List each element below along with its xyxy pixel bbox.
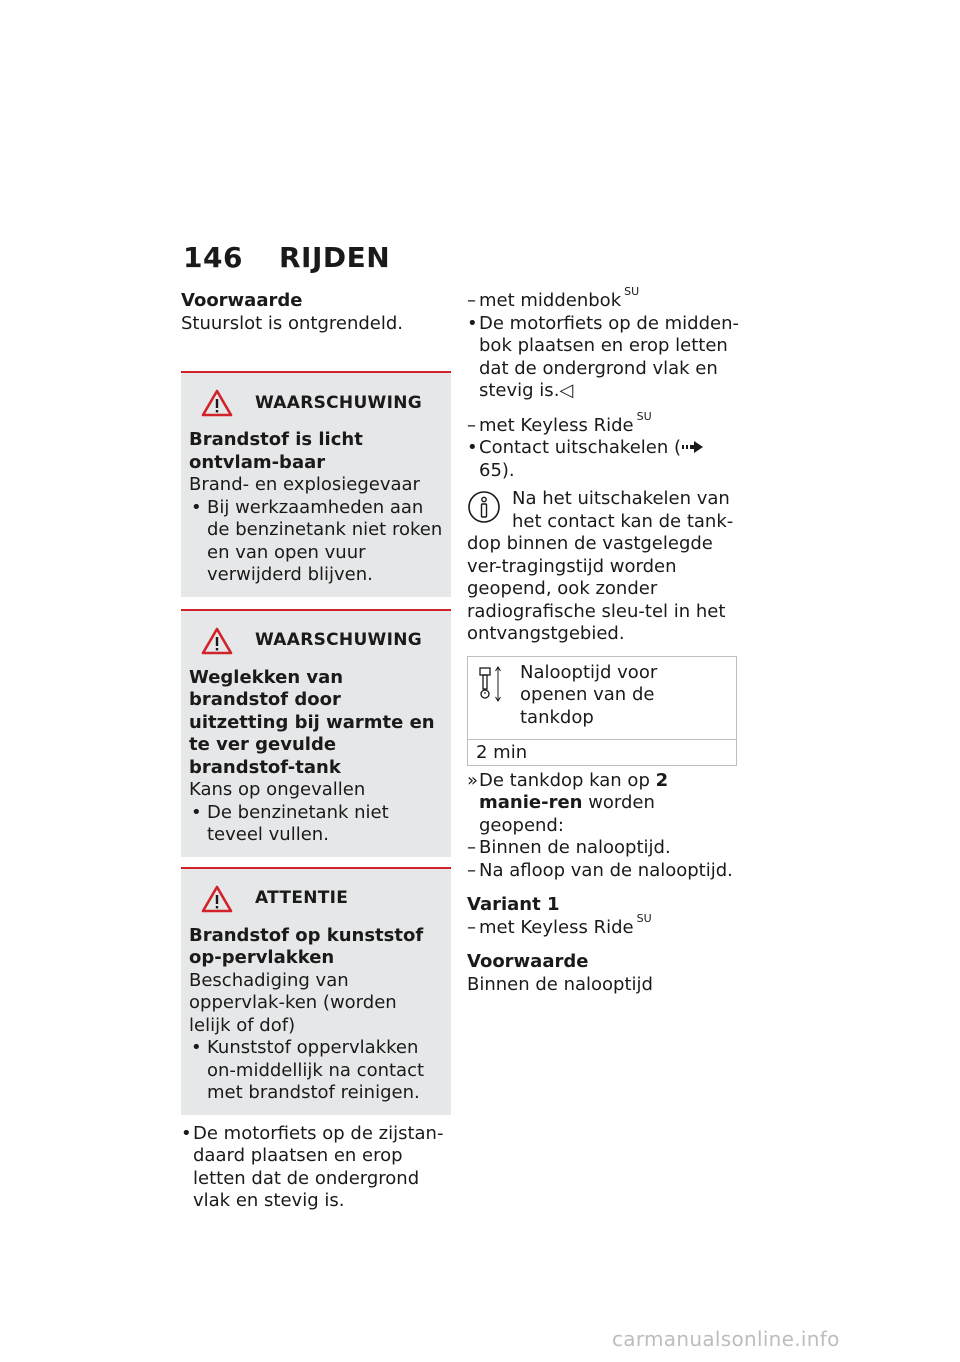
step-sidestand: • De motorfiets op de zijstan-daard plaatsen en erop letten dat de ondergrond vlak en stevig is. — [181, 1123, 451, 1213]
warning-label: WAARSCHUWING — [255, 392, 423, 413]
warning-consequence: Brand- en explosiegevaar — [189, 474, 420, 495]
way-1: – Binnen de nalooptijd. — [467, 837, 739, 860]
tech-data-table — [467, 656, 737, 766]
step-ignition-off: • Contact uitschakelen (65). — [467, 437, 739, 482]
condition-label: Voorwaarde — [181, 290, 303, 311]
watermark: carmanualsonline.info — [612, 1327, 840, 1351]
warning-header — [189, 383, 443, 423]
warning-measure: • De benzinetank niet teveel vullen. — [189, 802, 443, 847]
warning-triangle-icon — [201, 884, 233, 914]
centerstand-heading: – met middenbok $^{SU}$ — [467, 290, 739, 313]
table-icon-cell — [468, 656, 515, 740]
info-line-1: Na het uitschakelen van — [512, 488, 730, 509]
table-label: Nalooptijd voor openen van de tankdop — [514, 656, 737, 740]
equipment-marker: SU — [636, 911, 652, 925]
warning-box-flammable — [181, 371, 451, 597]
info-icon — [467, 490, 501, 524]
page-reference-arrow-icon — [681, 440, 705, 454]
result-ways: » De tankdop kan op 2 manie-ren worden geopend: — [467, 770, 739, 838]
caution-label: ATTENTIE — [255, 888, 349, 909]
left-column — [181, 290, 451, 1213]
warning-box-overfill — [181, 609, 451, 857]
page-reference-link[interactable]: 65). — [479, 459, 515, 481]
right-column — [467, 285, 739, 996]
info-rest: dop binnen de vastgelegde ver-tragingstijd worden geopend, ook zonder radiografische sleu-tel in het ontvangstgebied. — [467, 533, 726, 644]
equipment-marker: SU — [624, 285, 640, 298]
page-header — [183, 240, 390, 276]
condition-text: Stuurslot is ontgrendeld. — [181, 312, 404, 334]
fuel-cap-timer-icon — [476, 663, 506, 705]
equipment-marker: SU — [636, 409, 652, 423]
warning-measure: • Bij werkzaamheden aan de benzinetank niet roken en van open vuur verwijderd blijven. — [189, 497, 443, 587]
info-note — [467, 488, 739, 646]
caution-consequence: Beschadiging van oppervlak-ken (worden lelijk of dof) — [189, 969, 397, 1036]
warning-title: Brandstof is licht ontvlam-baar — [189, 429, 363, 473]
warning-title: Weglekken van brandstof door uitzetting bij warmte en te ver gevulde brandstof-tank — [189, 666, 435, 778]
way-2: – Na afloop van de nalooptijd. — [467, 860, 739, 883]
step-centerstand: • De motorfiets op de midden-bok plaatsen en erop letten dat de ondergrond vlak en stevig is.◁ — [467, 313, 739, 403]
variant-heading: Variant 1 — [467, 894, 560, 915]
caution-title: Brandstof op kunststof op-pervlakken — [189, 924, 424, 968]
chapter-title: RIJDEN — [279, 241, 391, 274]
keyless-heading: – met Keyless Ride $^{SU}$ — [467, 415, 739, 438]
warning-triangle-icon — [201, 388, 233, 418]
table-value: 2 min — [468, 740, 737, 766]
caution-box-plastic — [181, 867, 451, 1115]
page-number: 146 — [183, 241, 243, 274]
condition-text: Binnen de nalooptijd — [467, 973, 653, 995]
info-line-2: het contact kan de tank- — [512, 510, 734, 532]
caution-measure: • Kunststof oppervlakken on-middellijk na contact met brandstof reinigen. — [189, 1037, 443, 1105]
caution-header — [189, 879, 443, 919]
warning-label: WAARSCHUWING — [255, 630, 423, 651]
warning-consequence: Kans op ongevallen — [189, 779, 366, 800]
warning-header — [189, 621, 443, 661]
condition-label: Voorwaarde — [467, 951, 589, 972]
variant-keyless: – met Keyless Ride $^{SU}$ — [467, 917, 739, 940]
warning-triangle-icon — [201, 626, 233, 656]
